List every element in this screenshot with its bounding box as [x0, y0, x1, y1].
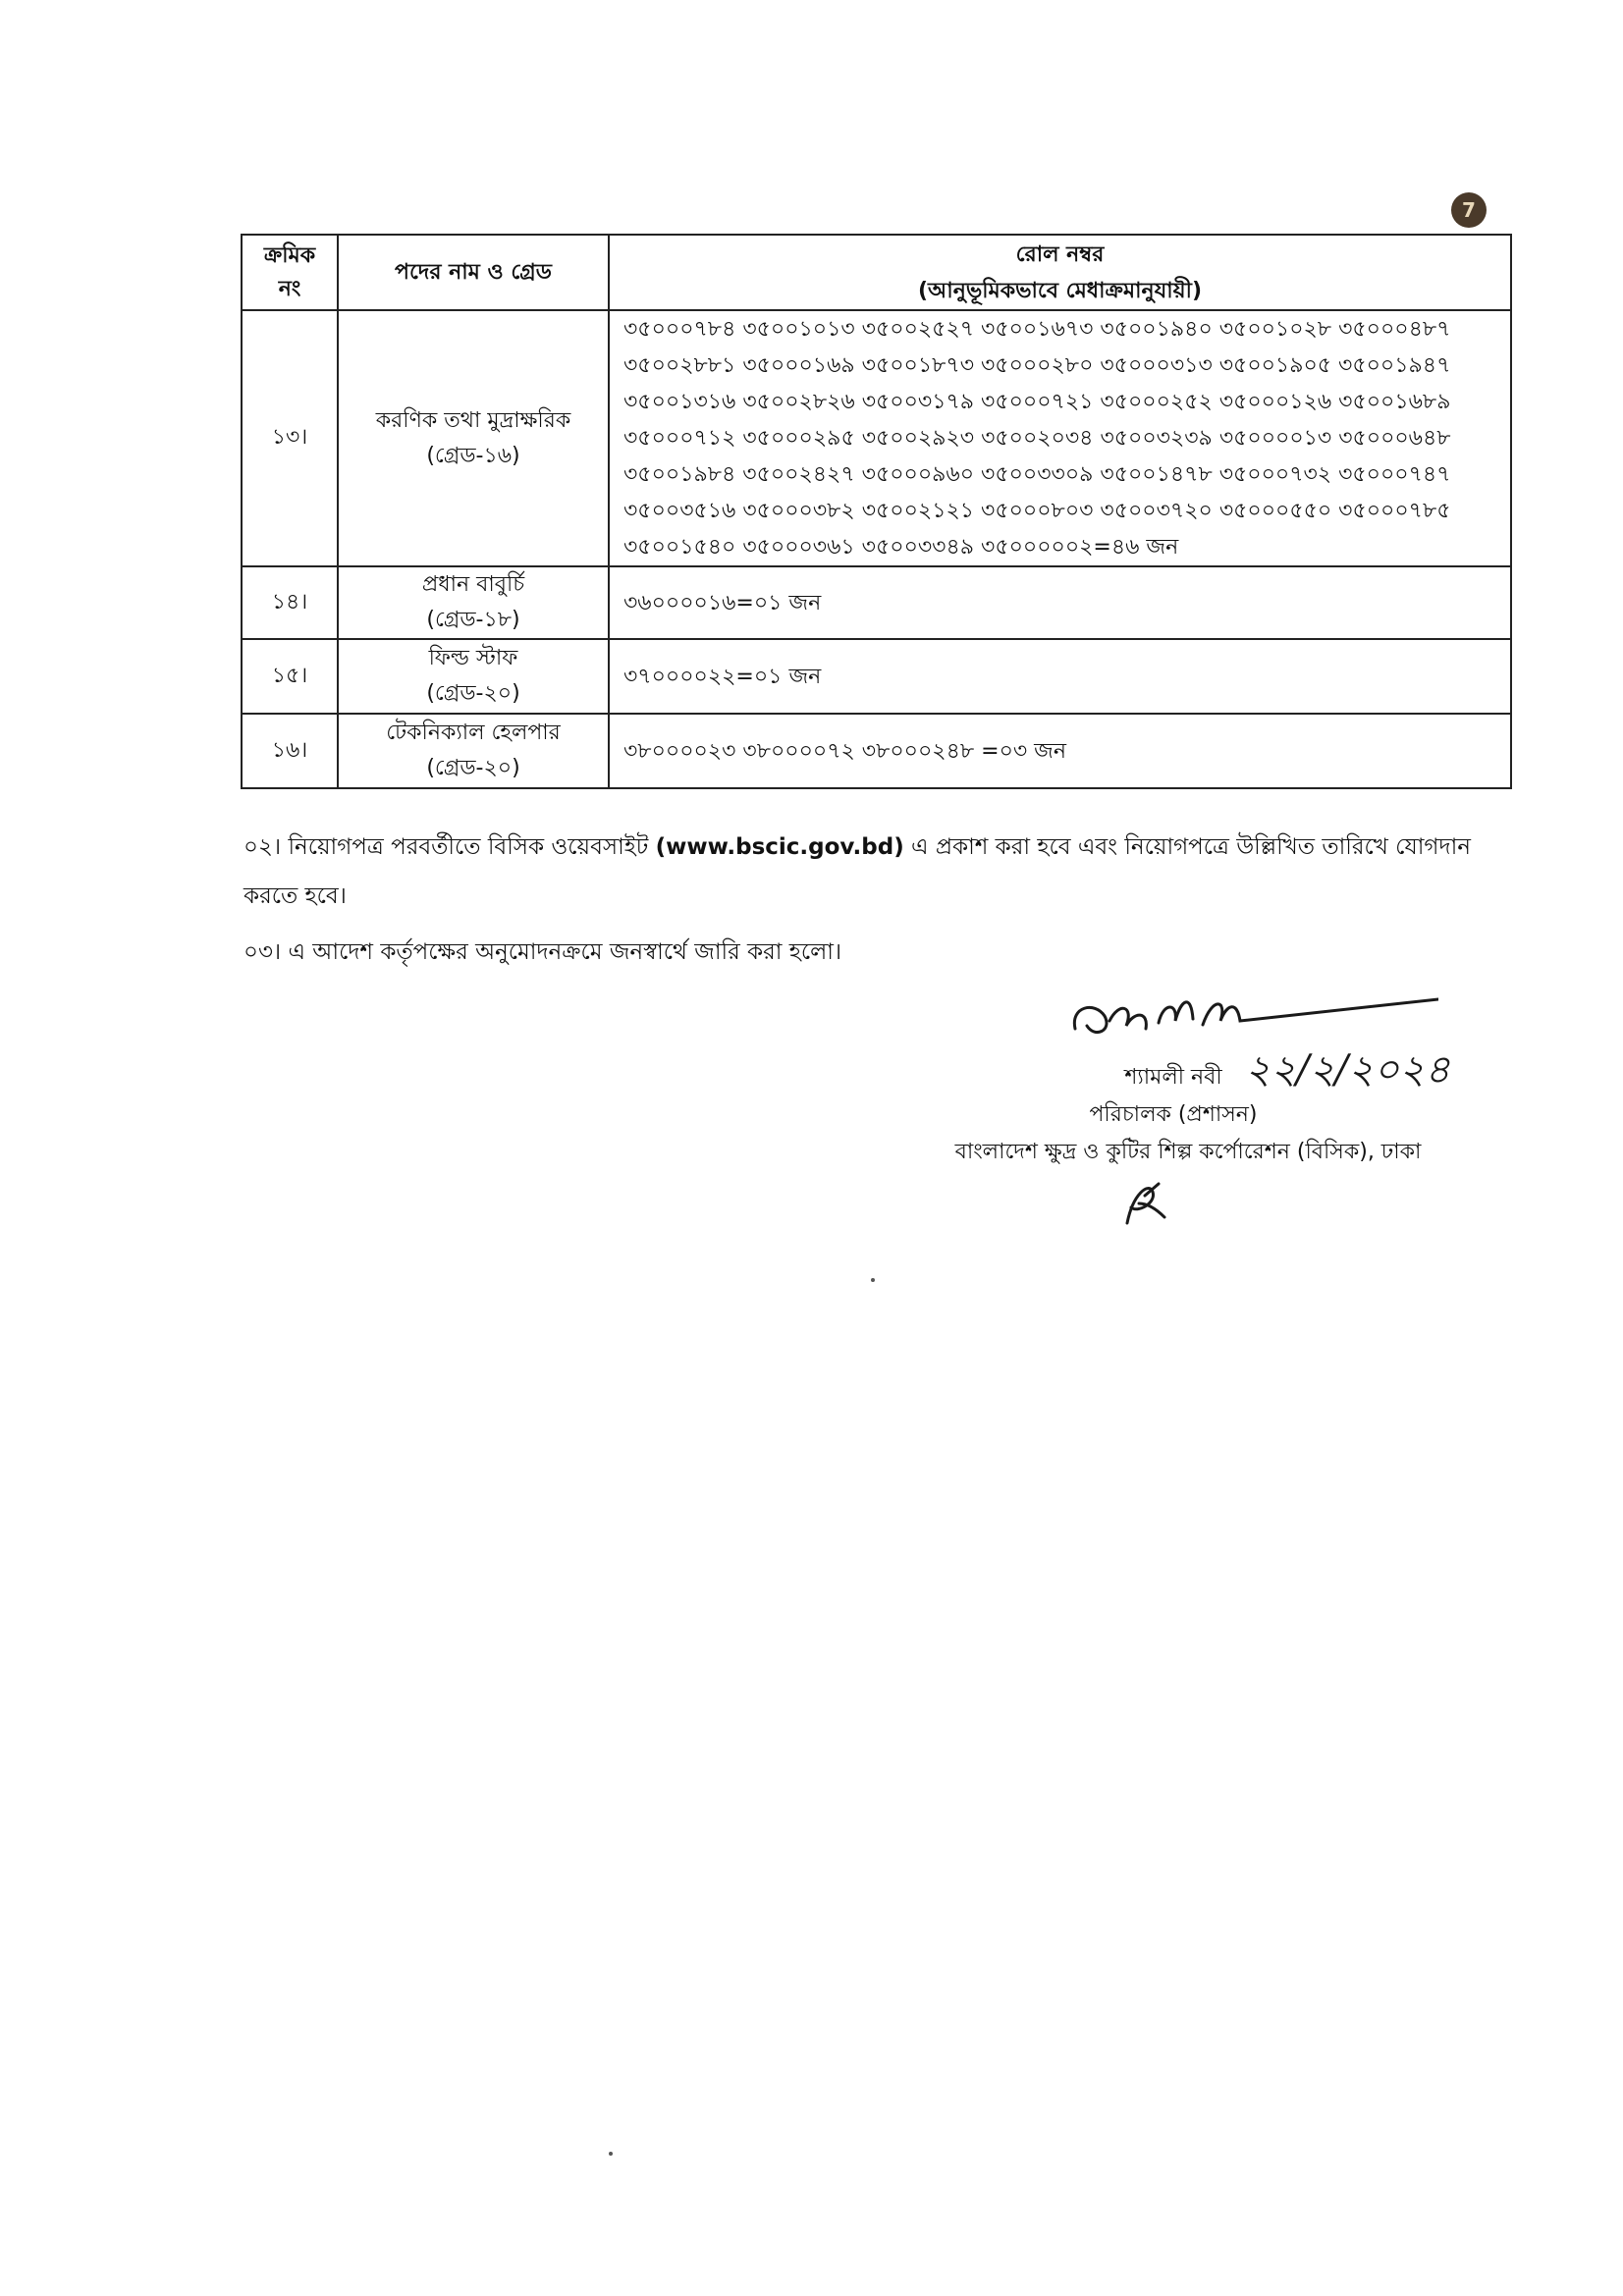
paragraph-02 [243, 832, 1510, 862]
roll-line: ৩৫০০০৭৮৪ ৩৫০০১০১৩ ৩৫০০২৫২৭ ৩৫০০১৬৭৩ ৩৫০০১৯৪০ ৩৫০০১০২৮ ৩৫০০০৪৮৭ [623, 317, 1451, 342]
row-roll-numbers [609, 714, 1511, 788]
roll-line: ৩৫০০০৭১২ ৩৫০০০২৯৫ ৩৫০০২৯২৩ ৩৫০০২০৩৪ ৩৫০০৩২৩৯ ৩৫০০০০১৩ ৩৫০০০৬৪৮ [623, 426, 1451, 451]
page-number-badge: 7 [1451, 192, 1487, 228]
row-serial: ১৬। [242, 714, 338, 788]
roll-number-table [241, 234, 1512, 789]
roll-line: ৩৭০০০০২২=০১ জন [623, 664, 822, 689]
scan-speck [609, 2152, 613, 2156]
signatory-designation: পরিচালক (প্রশাসন) [1089, 1102, 1258, 1127]
table-row [242, 714, 1511, 788]
row-post [338, 566, 609, 639]
header-roll-title: রোল নম্বর [1015, 241, 1105, 267]
header-serial: ক্রমিক নং [242, 235, 338, 310]
table-row [242, 310, 1511, 566]
paragraph-02-prefix: ০২। নিয়োগপত্র পরবর্তীতে বিসিক ওয়েবসাইট [243, 834, 649, 860]
roll-line: ৩৫০০৩৫১৬ ৩৫০০০৩৮২ ৩৫০০২১২১ ৩৫০০০৮০৩ ৩৫০০৩৭২০ ৩৫০০০৫৫০ ৩৫০০০৭৮৫ [623, 499, 1451, 523]
post-name: প্রধান বাবুর্চি [421, 572, 525, 597]
website-link: (www.bscic.gov.bd) [655, 834, 904, 860]
post-grade: (গ্রেড-১৮) [426, 608, 520, 632]
roll-line: ৩৬০০০০১৬=০১ জন [623, 590, 822, 615]
post-grade: (গ্রেড-২০) [426, 681, 520, 706]
row-roll-numbers [609, 566, 1511, 639]
initials-mark [1119, 1174, 1170, 1229]
row-post [338, 639, 609, 714]
row-roll-numbers [609, 310, 1511, 566]
roll-line: ৩৫০০১৯৮৪ ৩৫০০২৪২৭ ৩৫০০০৯৬০ ৩৫০০৩৩০৯ ৩৫০০১৪৭৮ ৩৫০০০৭৩২ ৩৫০০০৭৪৭ [623, 462, 1451, 487]
post-grade: (গ্রেড-১৬) [426, 443, 520, 468]
signatory-organization: বাংলাদেশ ক্ষুদ্র ও কুটির শিল্প কর্পোরেশন (বিসিক), ঢাকা [954, 1140, 1422, 1164]
signatory-name: শ্যামলী নবী [1124, 1065, 1222, 1090]
post-name: টেকনিক্যাল হেলপার [386, 721, 561, 745]
post-grade: (গ্রেড-২০) [426, 756, 520, 780]
header-post: পদের নাম ও গ্রেড [338, 235, 609, 310]
table-header-row [242, 235, 1511, 310]
scan-speck [871, 1278, 875, 1282]
row-serial: ১৩। [242, 310, 338, 566]
post-name: ফিল্ড স্টাফ [428, 646, 518, 670]
header-roll [609, 235, 1511, 310]
table-row [242, 566, 1511, 639]
post-name: করণিক তথা মুদ্রাক্ষরিক [375, 407, 571, 433]
paragraph-03: ০৩। এ আদেশ কর্তৃপক্ষের অনুমোদনক্রমে জনস্বার্থে জারি করা হলো। [243, 939, 842, 965]
roll-line: ৩৫০০১৩১৬ ৩৫০০২৮২৬ ৩৫০০৩১৭৯ ৩৫০০০৭২১ ৩৫০০০২৫২ ৩৫০০০১২৬ ৩৫০০১৬৮৯ [623, 390, 1451, 414]
table-row [242, 639, 1511, 714]
paragraph-02-mid: এ প্রকাশ করা হবে এবং নিয়োগপত্রে উল্লিখিত তারিখে যোগদান [911, 834, 1471, 860]
header-roll-subtitle: (আনুভূমিকভাবে মেধাক্রমানুযায়ী) [918, 278, 1202, 303]
paragraph-02-line2: করতে হবে। [243, 883, 347, 909]
row-serial: ১৪। [242, 566, 338, 639]
row-roll-numbers [609, 639, 1511, 714]
signature-date: ২২/২/২০২৪ [1245, 1047, 1450, 1093]
row-post [338, 714, 609, 788]
roll-line: ৩৫০০১৫৪০ ৩৫০০০৩৬১ ৩৫০০৩৩৪৯ ৩৫০০০০০২=৪৬ জন [623, 535, 1179, 560]
roll-line: ৩৫০০২৮৮১ ৩৫০০০১৬৯ ৩৫০০১৮৭৩ ৩৫০০০২৮০ ৩৫০০০৩১৩ ৩৫০০১৯০৫ ৩৫০০১৯৪৭ [623, 353, 1451, 378]
row-serial: ১৫। [242, 639, 338, 714]
roll-line: ৩৮০০০০২৩ ৩৮০০০০৭২ ৩৮০০০২৪৮ =০৩ জন [623, 738, 1066, 764]
row-post [338, 310, 609, 566]
